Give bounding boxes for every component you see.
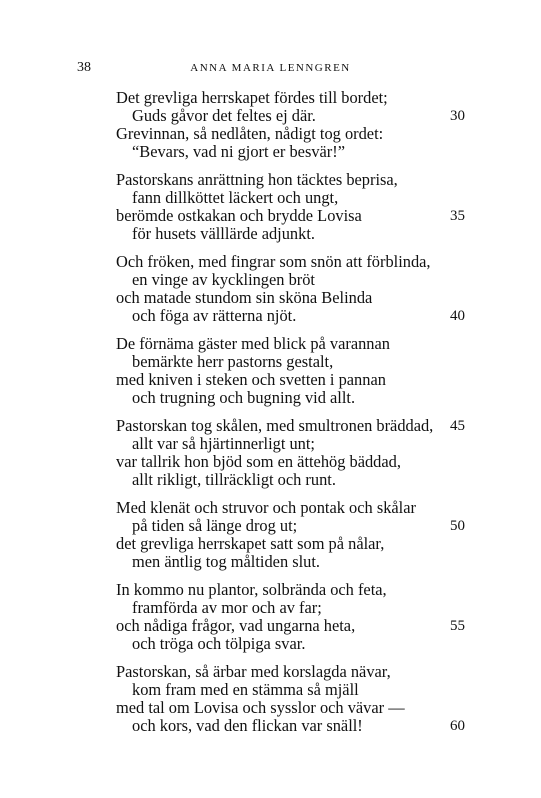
poem-line: framförda av mor och av far; <box>132 598 322 617</box>
poem-line: det grevliga herrskapet satt som på nålar, <box>116 534 385 553</box>
poem-line: på tiden så länge drog ut; <box>132 516 298 535</box>
poem-line: Guds gåvor det feltes ej där. <box>132 106 316 125</box>
page-number: 38 <box>77 60 91 75</box>
poem-line: och föga av rätterna njöt. <box>132 306 297 325</box>
line-number: 55 <box>450 618 465 634</box>
poem-line: Och fröken, med fingrar som snön att förblinda, <box>116 252 431 271</box>
poem-line: och trugning och bugning vid allt. <box>132 388 356 407</box>
line-number: 35 <box>450 208 465 224</box>
poem-line: allt rikligt, tillräckligt och runt. <box>132 470 336 489</box>
line-number: 45 <box>450 418 465 434</box>
poem-line: Pastorskans anrättning hon täcktes beprisa, <box>116 170 398 189</box>
poem-line: en vinge av kycklingen bröt <box>132 270 315 289</box>
line-number: 60 <box>450 718 465 734</box>
poem-line: Grevinnan, så nedlåten, nådigt tog ordet: <box>116 124 384 143</box>
poem-line: In kommo nu plantor, solbrända och feta, <box>116 580 387 599</box>
poem-line: var tallrik hon bjöd som en ättehög bäddad, <box>116 452 401 471</box>
poem-line: och kors, vad den flickan var snäll! <box>132 716 363 735</box>
poem-line: berömde ostkakan och brydde Lovisa <box>116 206 362 225</box>
poem-line: Pastorskan, så ärbar med korslagda nävar, <box>116 662 391 681</box>
poem-line: Med klenät och struvor och pontak och skålar <box>116 498 416 517</box>
line-number: 30 <box>450 108 465 124</box>
poem-line: fann dillköttet läckert och ungt, <box>132 188 339 207</box>
poem-line: Det grevliga herrskapet fördes till bordet; <box>116 88 388 107</box>
poem-line: och matade stundom sin sköna Belinda <box>116 288 373 307</box>
poem-line: men äntlig tog måltiden slut. <box>132 552 321 571</box>
poem-line: och tröga och tölpiga svar. <box>132 634 306 653</box>
poem-line: De förnäma gäster med blick på varannan <box>116 334 390 353</box>
line-number: 40 <box>450 308 465 324</box>
poem-line: “Bevars, vad ni gjort er besvär!” <box>132 142 345 161</box>
running-head: ANNA MARIA LENNGREN <box>190 62 351 74</box>
poem-line: bemärkte herr pastorns gestalt, <box>132 352 334 371</box>
poem-line: för husets välllärde adjunkt. <box>132 224 315 243</box>
poem-line: Pastorskan tog skålen, med smultronen bräddad, <box>116 416 434 435</box>
poem-line: allt var så hjärtinnerligt unt; <box>132 434 315 453</box>
poem-line: kom fram med en stämma så mjäll <box>132 680 359 699</box>
line-number: 50 <box>450 518 465 534</box>
poem-line: med kniven i steken och svetten i pannan <box>116 370 386 389</box>
poem-line: med tal om Lovisa och sysslor och vävar — <box>116 698 405 717</box>
poem-line: och nådiga frågor, vad ungarna heta, <box>116 616 356 635</box>
